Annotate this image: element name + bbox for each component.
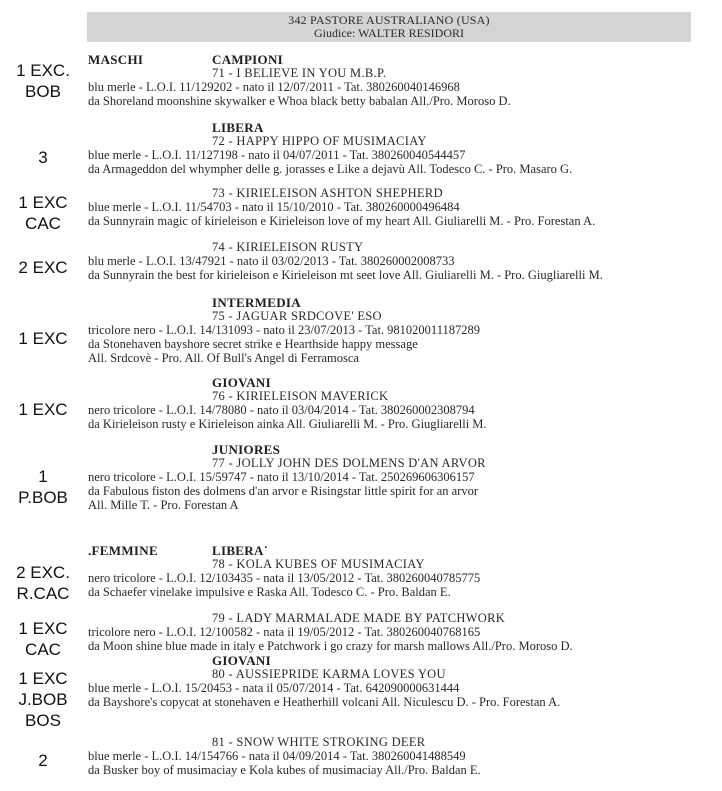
entry-details: nero tricolore - L.O.I. 15/59747 - nato il 13/10/2014 - Tat. 250269606306157 bbox=[88, 470, 475, 484]
category-libera-males: LIBERA bbox=[212, 120, 264, 135]
entry-parentage: da Shoreland moonshine skywalker e Whoa black betty babalan All./Pro. Moroso D. bbox=[88, 94, 511, 108]
entry-parentage: da Kirieleison rusty e Kirieleison ainka All. Giuliarelli M. - Pro. Giugliarelli M. bbox=[88, 417, 487, 431]
entry-parentage: da Armageddon del whympher delle g. jorasses e Like a dejavù All. Todesco C. - Pro. Masaro G. bbox=[88, 162, 573, 176]
entry-details: blu merle - L.O.I. 11/129202 - nato il 12/07/2011 - Tat. 380260040146968 bbox=[88, 80, 460, 94]
entry-title: 73 - KIRIELEISON ASHTON SHEPHERD bbox=[212, 186, 443, 200]
entry-title: 78 - KOLA KUBES OF MUSIMACIAY bbox=[212, 557, 425, 571]
breed-title: 342 PASTORE AUSTRALIANO (USA) bbox=[288, 13, 490, 27]
entry-title: 74 - KIRIELEISON RUSTY bbox=[212, 240, 364, 254]
entry-result: 1 EXC bbox=[18, 400, 68, 419]
entry-result: 3 bbox=[38, 148, 48, 167]
entry-details: blue merle - L.O.I. 15/20453 - nata il 05/07/2014 - Tat. 642090000631444 bbox=[88, 681, 460, 695]
section-females: .FEMMINE bbox=[88, 543, 158, 558]
entry-result: 1 EXC. BOB bbox=[16, 61, 70, 101]
judge-name: Giudice: WALTER RESIDORI bbox=[314, 26, 464, 40]
entry-details: blu merle - L.O.I. 13/47921 - nato il 03/02/2013 - Tat. 380260002008733 bbox=[88, 254, 455, 268]
category-campioni: CAMPIONI bbox=[212, 52, 284, 67]
entry-result: 2 bbox=[38, 751, 48, 770]
entry-details: blue merle - L.O.I. 14/154766 - nata il 04/09/2014 - Tat. 380260041488549 bbox=[88, 749, 466, 763]
entry-title: 80 - AUSSIEPRIDE KARMA LOVES YOU bbox=[212, 667, 446, 681]
entry-parentage: da Stonehaven bayshore secret strike e Hearthside happy message bbox=[88, 337, 418, 351]
entry-breeder: All. Mille T. - Pro. Forestan A bbox=[88, 498, 239, 512]
category-intermedia: INTERMEDIA bbox=[212, 295, 301, 310]
entry-title: 79 - LADY MARMALADE MADE BY PATCHWORK bbox=[212, 611, 506, 625]
category-juniores: JUNIORES bbox=[212, 442, 281, 457]
entry-title: 81 - SNOW WHITE STROKING DEER bbox=[212, 735, 426, 749]
category-libera-females: LIBERA˙ bbox=[212, 543, 269, 558]
entry-title: 75 - JAGUAR SRDCOVE' ESO bbox=[212, 309, 382, 323]
entry-result: 2 EXC bbox=[18, 258, 68, 277]
entry-title: 71 - I BELIEVE IN YOU M.B.P. bbox=[212, 66, 387, 80]
entry-parentage: da Sunnyrain the best for kirieleison e Kirieleison mt seet love All. Giuliarelli M. - Pro. Giugliarelli M. bbox=[88, 268, 603, 282]
entry-details: blue merle - L.O.I. 11/54703 - nato il 15/10/2010 - Tat. 380260000496484 bbox=[88, 200, 460, 214]
entry-details: nero tricolore - L.O.I. 12/103435 - nata il 13/05/2012 - Tat. 380260040785775 bbox=[88, 571, 481, 585]
entry-result: 1 EXC CAC bbox=[18, 193, 68, 233]
entry-details: blue merle - L.O.I. 11/127198 - nato il 04/07/2011 - Tat. 380260040544457 bbox=[88, 148, 466, 162]
entry-parentage: da Moon shine blue made in italy e Patchwork i go crazy for marsh mallows All./Pro. Moroso D. bbox=[88, 639, 573, 653]
entry-title: 77 - JOLLY JOHN DES DOLMENS D'AN ARVOR bbox=[212, 456, 486, 470]
category-giovani-females: GIOVANI bbox=[212, 653, 271, 668]
entry-breeder: All. Srdcovè - Pro. All. Of Bull's Angel di Ferramosca bbox=[88, 351, 359, 365]
entry-details: nero tricolore - L.O.I. 14/78080 - nato il 03/04/2014 - Tat. 380260002308794 bbox=[88, 403, 475, 417]
entry-parentage: da Schaefer vinelake impulsive e Raska All. Todesco C. - Pro. Baldan E. bbox=[88, 585, 451, 599]
entry-result: 1 EXC J.BOB BOS bbox=[18, 669, 68, 730]
entry-result: 1 P.BOB bbox=[18, 467, 68, 507]
entry-parentage: da Fabulous fiston des dolmens d'an arvor e Risingstar little spirit for an arvor bbox=[88, 484, 479, 498]
entry-title: 72 - HAPPY HIPPO OF MUSIMACIAY bbox=[212, 134, 427, 148]
entry-result: 2 EXC. R.CAC bbox=[16, 563, 70, 603]
entry-details: tricolore nero - L.O.I. 14/131093 - nato il 23/07/2013 - Tat. 981020011187289 bbox=[88, 323, 481, 337]
entry-parentage: da Sunnyrain magic of kirieleison e Kirieleison love of my heart All. Giuliarelli M. - Pro. Forestan A. bbox=[88, 214, 596, 228]
entry-title: 76 - KIRIELEISON MAVERICK bbox=[212, 389, 389, 403]
category-giovani-males: GIOVANI bbox=[212, 375, 271, 390]
section-males: MASCHI bbox=[88, 52, 144, 67]
catalog-header bbox=[87, 12, 691, 42]
entry-result: 1 EXC CAC bbox=[18, 619, 68, 659]
entry-parentage: da Busker boy of musimaciay e Kola kubes of musimaciay All./Pro. Baldan E. bbox=[88, 763, 481, 777]
entry-parentage: da Bayshore's copycat at stonehaven e Heatherhill volcani All. Niculescu D. - Pro. Forestan A. bbox=[88, 695, 561, 709]
entry-details: tricolore nero - L.O.I. 12/100582 - nata il 19/05/2012 - Tat. 380260040768165 bbox=[88, 625, 481, 639]
entry-result: 1 EXC bbox=[18, 329, 68, 348]
